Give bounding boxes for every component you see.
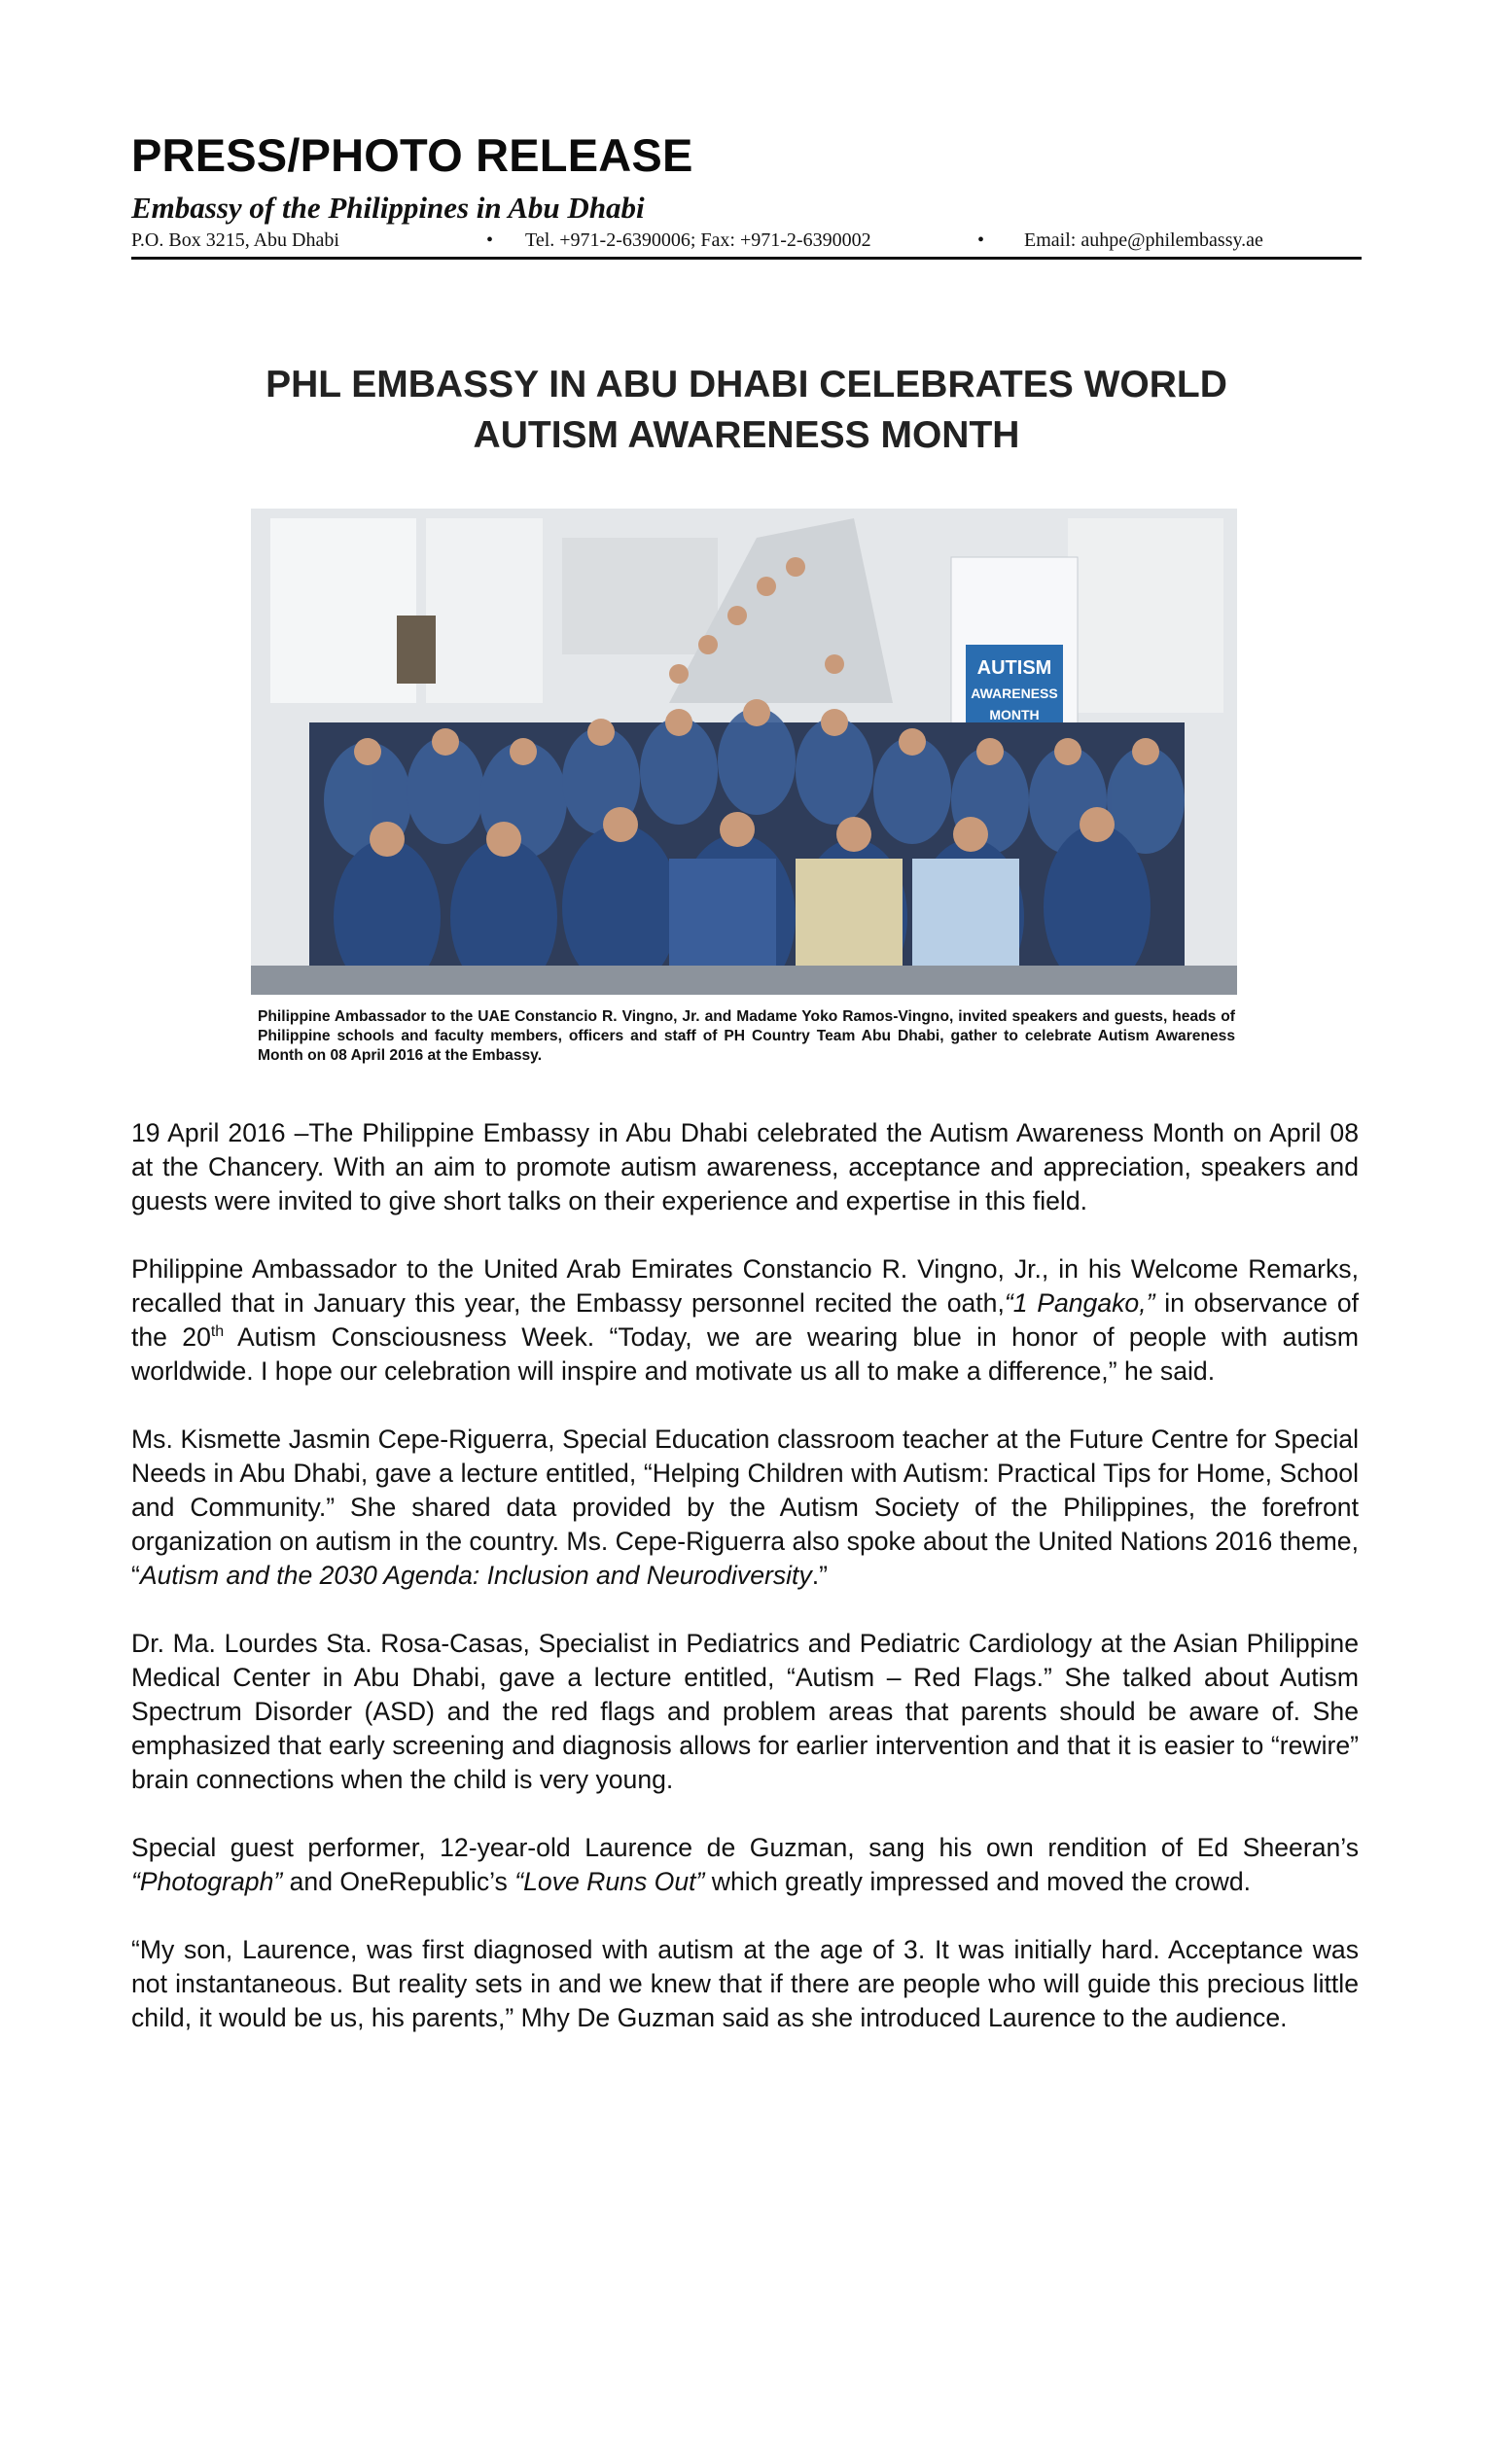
banner-text-autism: AUTISM [976, 657, 1052, 679]
paragraph-6: “My son, Laurence, was first diagnosed with autism at the age of 3. It was initially hard. Acceptance was not instantaneous. But reality sets in and we knew that if there are people who will guide this precious little child, it would be us, his parents,” Mhy De Guzman said as she introduced Laurence to the audience. [131, 1935, 1359, 2032]
letterhead-address: P.O. Box 3215, Abu Dhabi [131, 229, 339, 251]
paragraph-5: Special guest performer, 12-year-old Laurence de Guzman, sang his own rendition of Ed Sheeran’s “Photograph” and OneRepublic’s “Love Runs Out” which greatly impressed and moved the crowd. [131, 1833, 1359, 1896]
group-photo-illustration [251, 509, 1237, 995]
article-body [131, 1116, 1359, 2069]
letterhead-email: Email: auhpe@philembassy.ae [1024, 229, 1263, 251]
headline-line-1: PHL EMBASSY IN ABU DHABI CELEBRATES WORLD [266, 364, 1227, 405]
banner-text-month: MONTH [989, 707, 1040, 722]
group-photo [251, 509, 1237, 995]
headline [131, 360, 1362, 461]
letterhead-contact-line [131, 229, 1362, 255]
paragraph-2: Philippine Ambassador to the United Arab Emirates Constancio R. Vingno, Jr., in his Welcome Remarks, recalled that in January this year, the Embassy personnel recited the oath,“1 Pangako,” in observance of the 20th Autism Consciousness Week. “Today, we are wearing blue in honor of people with autism worldwide. I hope our celebration will inspire and motivate us all to make a difference,” he said. [131, 1254, 1360, 1386]
banner-text-awareness: AWARENESS [971, 686, 1058, 701]
headline-line-2: AUTISM AWARENESS MONTH [473, 414, 1020, 456]
bullet-separator: • [486, 229, 494, 251]
photo-caption: Philippine Ambassador to the UAE Constancio R. Vingno, Jr. and Madame Yoko Ramos-Vingno, invited speakers and guests, heads of Philippine schools and faculty members, officers and staff of PH Country Team Abu Dhabi, gather to celebrate Autism Awareness Month on 08 April 2016 at the Embassy. [258, 1008, 1235, 1064]
letterhead-subtitle: Embassy of the Philippines in Abu Dhabi [131, 191, 645, 225]
paragraph-4: Dr. Ma. Lourdes Sta. Rosa-Casas, Specialist in Pediatrics and Pediatric Cardiology at the Asian Philippine Medical Center in Abu Dhabi, gave a lecture entitled, “Autism – Red Flags.” She talked about Autism Spectrum Disorder (ASD) and the red flags and problem areas that parents should be aware of. She emphasized that early screening and diagnosis allows for earlier intervention and that it is easier to “rewire” brain connections when the child is very young. [131, 1629, 1359, 1794]
letterhead-phone-fax: Tel. +971-2-6390006; Fax: +971-2-6390002 [525, 229, 871, 251]
letterhead-title: PRESS/PHOTO RELEASE [131, 129, 693, 181]
paragraph-3: Ms. Kismette Jasmin Cepe-Riguerra, Special Education classroom teacher at the Future Centre for Special Needs in Abu Dhabi, gave a lecture entitled, “Helping Children with Autism: Practical Tips for Home, School and Community.” She shared data provided by the Autism Society of the Philippines, the forefront organization on autism in the country. Ms. Cepe-Riguerra also spoke about the United Nations 2016 theme, “Autism and the 2030 Agenda: Inclusion and Neurodiversity.” [131, 1425, 1359, 1590]
bullet-separator: • [977, 229, 985, 251]
paragraph-1: 19 April 2016 –The Philippine Embassy in Abu Dhabi celebrated the Autism Awareness Month on April 08 at the Chancery. With an aim to promote autism awareness, acceptance and appreciation, speakers and guests were invited to give short talks on their experience and expertise in this field. [131, 1118, 1359, 1215]
letterhead-divider [131, 257, 1362, 260]
